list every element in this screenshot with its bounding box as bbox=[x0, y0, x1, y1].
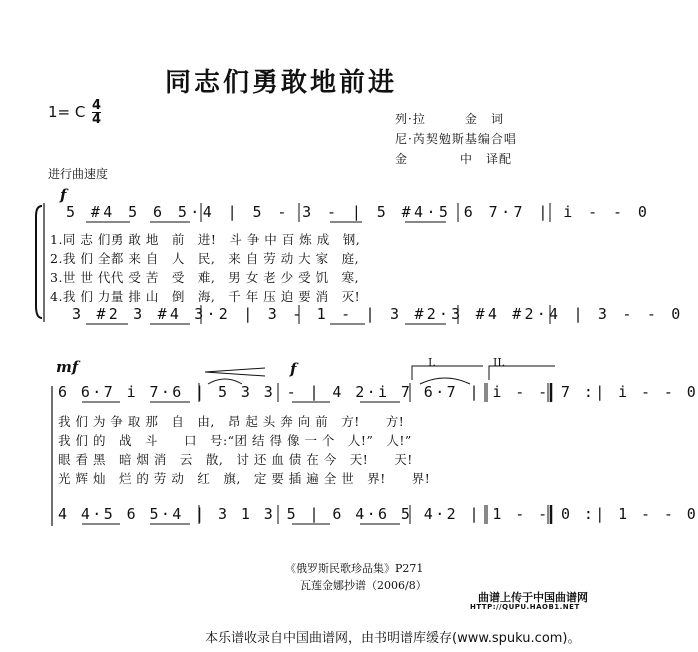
tempo-marking: 进行曲速度 bbox=[48, 167, 109, 181]
system2-lyric-verse2: 我 们 的 战 斗 口 号:“团 结 得 像 一 个 人!” 人!” bbox=[58, 433, 412, 448]
system1-lyric-verse2: 2.我 们 全都 来 自 人 民, 来 自 劳 动 大 家 庭, bbox=[50, 251, 360, 266]
system2-lyric-verse1: 我 们 为 争 取 那 自 由, 昂 起 头 奔 向 前 方! 方! bbox=[58, 414, 405, 429]
time-signature-top: 4 bbox=[92, 98, 102, 113]
source-book: 《俄罗斯民歌珍品集》P271 bbox=[285, 562, 424, 575]
credit-translator: 金 中 译配 bbox=[395, 152, 513, 166]
watermark-line1: 曲谱上传于中国曲谱网 bbox=[478, 591, 588, 604]
footer-notice: 本乐谱收录自中国曲谱网，由书明谱库缓存(www.spuku.com)。 bbox=[205, 631, 581, 646]
source-copyist: 瓦莲金娜抄谱（2006/8） bbox=[300, 579, 427, 592]
watermark-url: HTTP://QUPU.HAOB1.NET bbox=[470, 603, 580, 611]
credit-arranger: 尼·芮契勉斯基编合唱 bbox=[395, 132, 517, 146]
key-signature: 1= C bbox=[48, 103, 86, 121]
system1-melody: 5 #4 5 6 5·4 | 5 - 3 - | 5 #4·5 6 7·7 | i - - 0 bbox=[66, 203, 651, 221]
system2-lyric-verse4: 光 辉 灿 烂 的 劳 动 红 旗, 定 要 插 遍 全 世 界! 界! bbox=[58, 471, 431, 486]
system1-bracket bbox=[36, 206, 42, 318]
system1-bass: 3 #2 3 #4 3·2 | 3 - 1 - | 3 #2·3 #4 #2·4 | 3 - - 0 bbox=[72, 305, 684, 323]
system1-lyric-verse3: 3.世 世 代代 受 苦 受 难, 男 女 老 少 受 饥 寒, bbox=[50, 270, 360, 285]
dynamic-forte: f bbox=[60, 186, 67, 204]
volta-second-ending: II. bbox=[493, 356, 506, 369]
system1-lyric-verse4: 4.我 们 力量 排 山 倒 海, 千 年 压 迫 要 消 灭! bbox=[50, 289, 361, 304]
page-title: 同志们勇敢地前进 bbox=[165, 68, 398, 98]
credit-lyricist: 列·拉 金 词 bbox=[395, 112, 504, 126]
crescendo-hairpin bbox=[205, 368, 265, 376]
volta-first-ending: I. bbox=[428, 356, 436, 369]
system2-melody: 6 6·7 i 7·6 | 5 3 3 - | 4 2·i 7 6·7 | i - - 7 :| i - - 0 bbox=[58, 383, 698, 401]
dynamic-mezzo-forte: mf bbox=[56, 358, 79, 376]
dynamic-forte-2: f bbox=[290, 360, 297, 378]
system1-lyric-verse1: 1.同 志 们勇 敢 地 前 进! 斗 争 中 百 炼 成 钢, bbox=[50, 232, 361, 247]
time-signature-bottom: 4 bbox=[92, 112, 102, 127]
system2-lyric-verse3: 眼 看 黑 暗 烟 消 云 散, 讨 还 血 债 在 今 天! 天! bbox=[58, 452, 413, 467]
system2-bass: 4 4·5 6 5·4 | 3 1 3 5 | 6 4·6 5 4·2 | 1 - - 0 :| 1 - - 0 bbox=[58, 505, 698, 523]
